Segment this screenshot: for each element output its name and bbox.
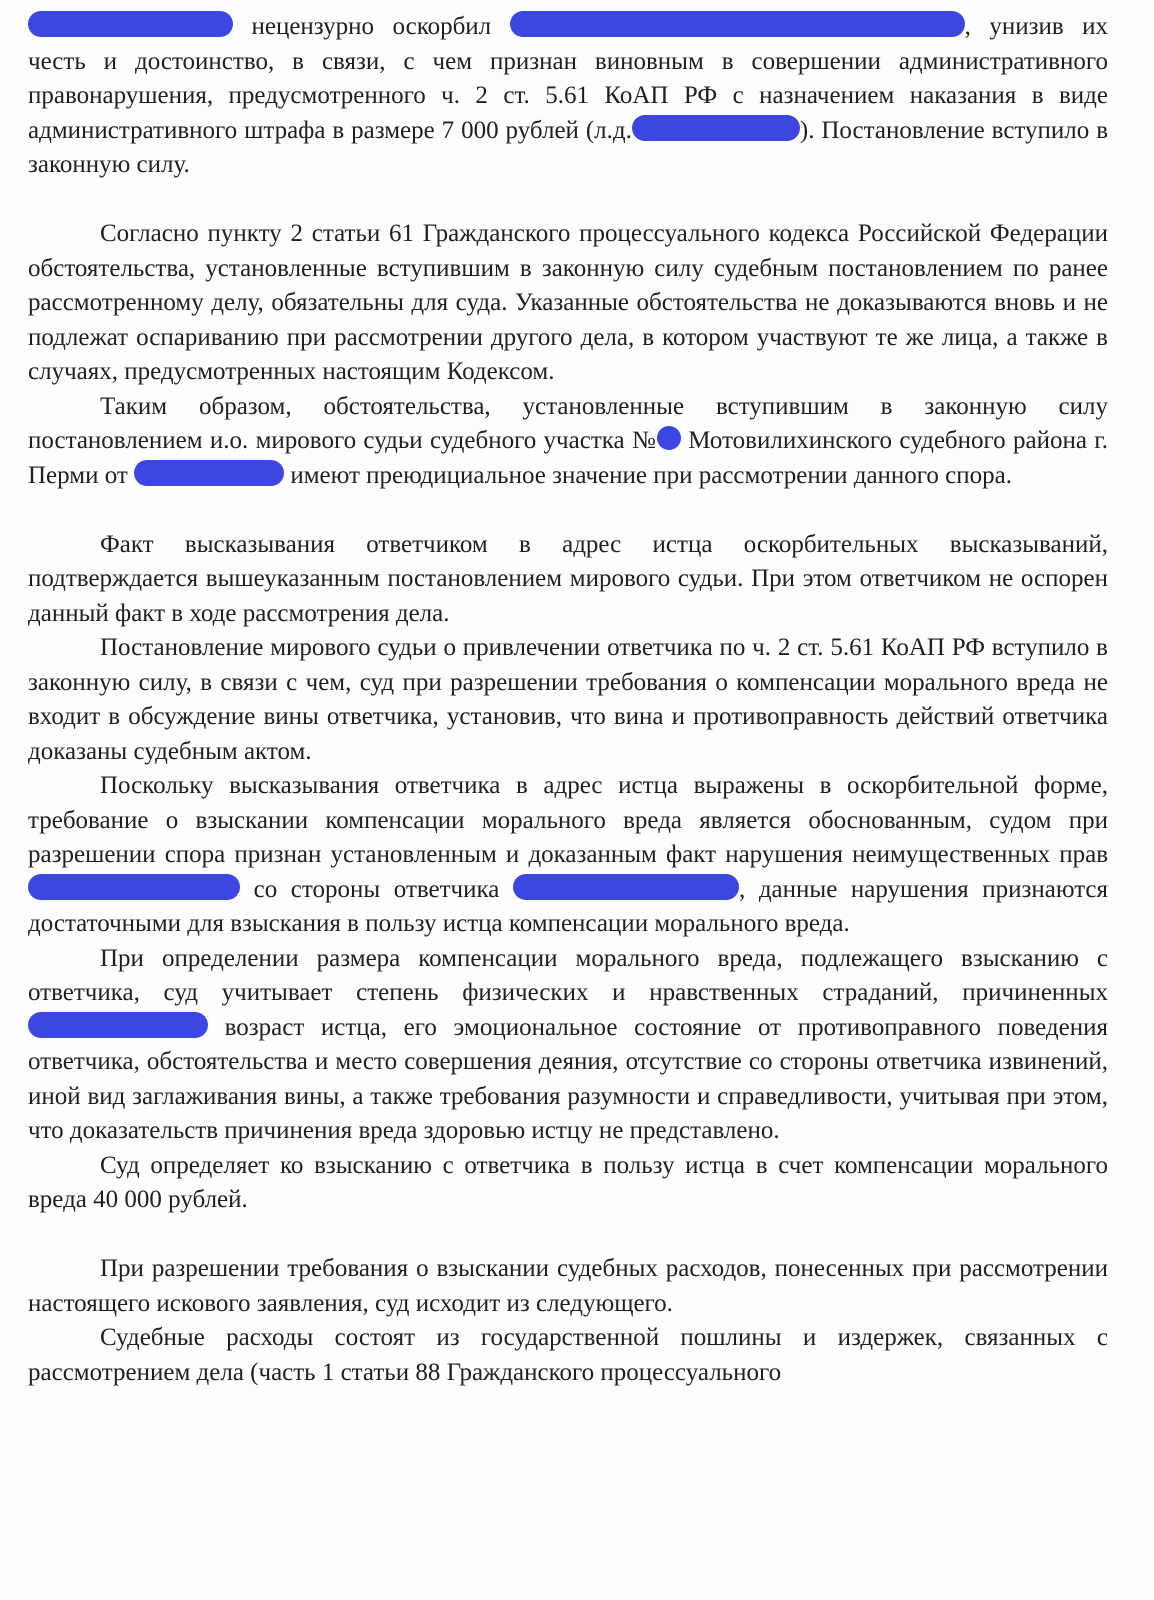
paragraph-text: со стороны ответчика xyxy=(253,875,500,903)
redaction-block xyxy=(28,11,233,37)
paragraph-9: При разрешении требования о взыскании судебных расходов, понесенных при рассмотрении настоящего искового заявления, суд исходит из следующего. xyxy=(28,1255,1108,1317)
redaction-block xyxy=(632,115,800,141)
redaction-block xyxy=(28,1012,208,1038)
paragraph-1 xyxy=(28,10,1108,183)
paragraph-5: Постановление мирового судьи о привлечении ответчика по ч. 2 ст. 5.61 КоАП РФ вступило в законную силу, в связи с чем, суд при разрешении требования о компенсации морального вреда не входит в обсуждение вины ответчика, установив, что вина и противоправность действий ответчика доказаны судебным актом. xyxy=(28,634,1108,765)
paragraph-text: При определении размера компенсации морального вреда, подлежащего взысканию с ответчика, суд учитывает степень физических и нравственных страданий, причиненных xyxy=(28,944,1108,1006)
paragraph-text: Мотовилихинского судебного района г. Перми от xyxy=(28,427,1108,489)
paragraph-10: Судебные расходы состоят из государственной пошлины и издержек, связанных с рассмотрением дела (часть 1 статьи 88 Гражданского процессуального xyxy=(28,1324,1108,1386)
paragraph-2: Согласно пункту 2 статьи 61 Гражданского процессуального кодекса Российской Федерации обстоятельства, установленные вступившим в законную силу судебным постановлением по ранее рассмотренному делу, обязательны для суда. Указанные обстоятельства не доказываются вновь и не подлежат оспариванию при рассмотрении другого дела, в котором участвуют те же лица, а также в случаях, предусмотренных настоящим Кодексом. xyxy=(28,220,1108,385)
redaction-block xyxy=(134,460,284,486)
paragraph-text: Таким образом, обстоятельства, установленные вступившим в законную силу постановлением и.о. мирового судьи судебного участка № xyxy=(28,392,1108,454)
redaction-block xyxy=(28,874,240,900)
paragraph-text: имеют преюдициальное значение при рассмотрении данного спора. xyxy=(290,461,1013,489)
paragraph-text: Поскольку высказывания ответчика в адрес истца выражены в оскорбительной форме, требование о взыскании компенсации морального вреда является обоснованным, судом при разрешении спора признан установленным и доказанным факт нарушения неимущественных прав xyxy=(28,772,1108,868)
paragraph-6 xyxy=(28,769,1108,942)
paragraph-text: , данные нарушения признаются достаточными для взыскания в пользу истца компенсации морального вреда. xyxy=(28,875,1109,937)
redaction-block xyxy=(513,874,739,900)
paragraph-text: нецензурно оскорбил xyxy=(251,13,492,40)
paragraph-7 xyxy=(28,942,1108,1149)
redaction-block xyxy=(657,426,681,450)
paragraph-text: ). Постановление вступило в законную силу. xyxy=(28,116,1108,178)
redaction-block xyxy=(510,11,965,37)
paragraph-text: , унизив их честь и достоинство, в связи, с чем признан виновным в совершении административного правонарушения, предусмотренного ч. 2 ст. 5.61 КоАП РФ с назначением наказания в виде административного штрафа в размере 7 000 рублей (л.д. xyxy=(28,13,1109,144)
document-body xyxy=(28,10,1108,1390)
paragraph-4: Факт высказывания ответчиком в адрес истца оскорбительных высказываний, подтверждается вышеуказанным постановлением мирового судьи. При этом ответчиком не оспорен данный факт в ходе рассмотрения дела. xyxy=(28,530,1108,627)
paragraph-8: Суд определяет ко взысканию с ответчика в пользу истца в счет компенсации морального вреда 40 000 рублей. xyxy=(28,1151,1108,1213)
paragraph-text: возраст истца, его эмоциональное состояние от противоправного поведения ответчика, обстоятельства и место совершения деяния, отсутствие со стороны ответчика извинений, иной вид заглаживания вины, а также требования разумности и справедливости, учитывая при этом, что доказательств причинения вреда здоровью истцу не представлено. xyxy=(28,1013,1108,1144)
paragraph-3 xyxy=(28,390,1108,494)
